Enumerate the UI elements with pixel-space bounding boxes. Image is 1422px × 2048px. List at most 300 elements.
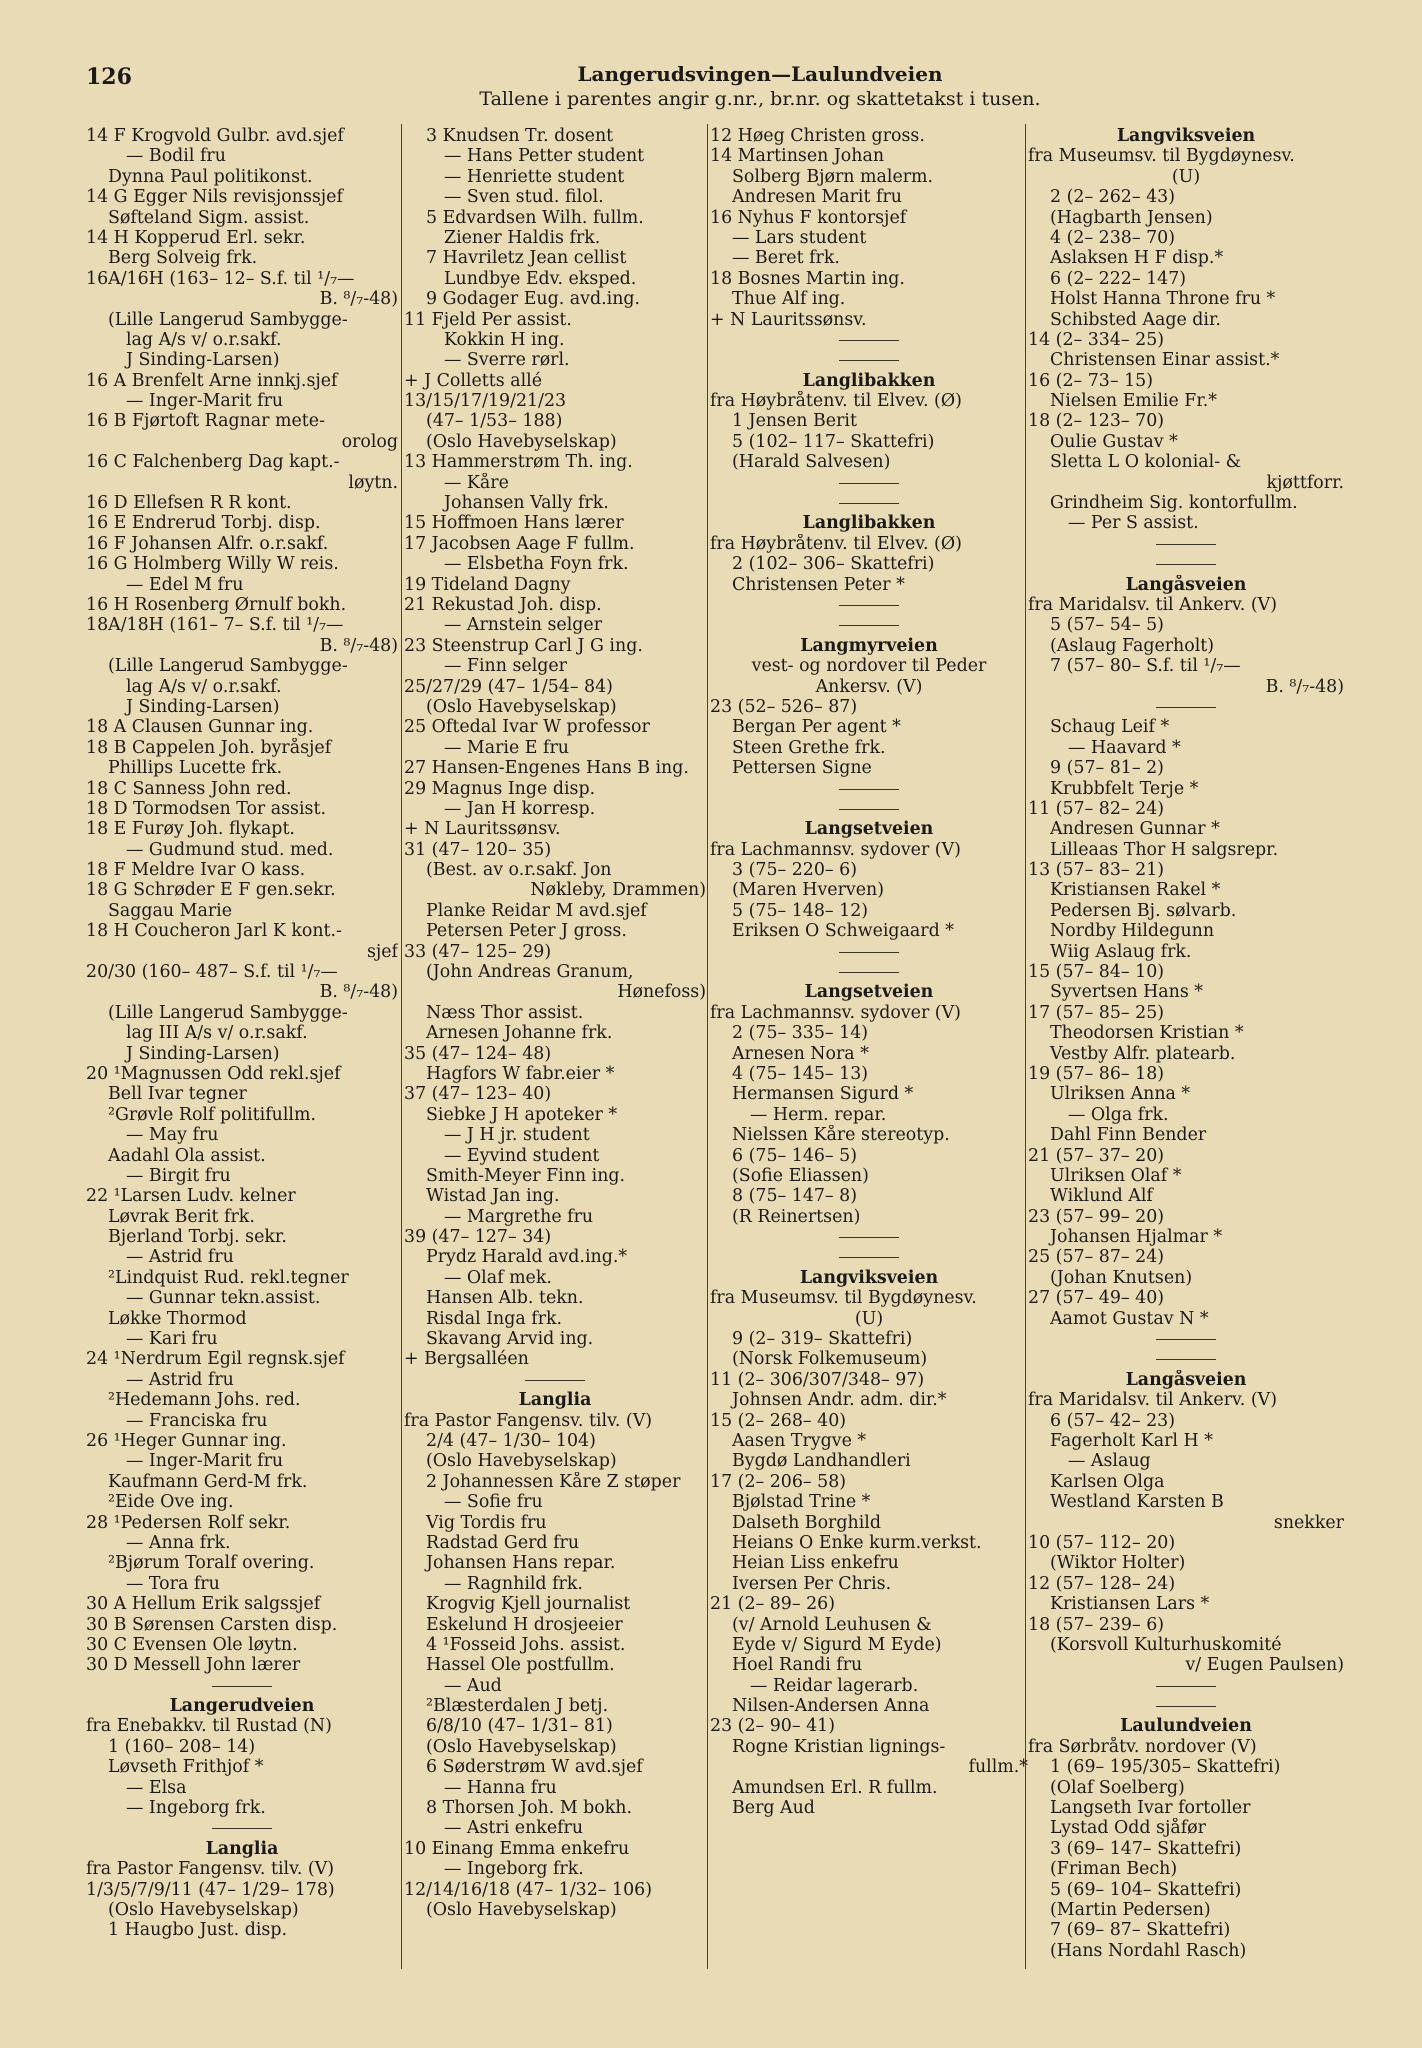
directory-line: 4 (2– 238– 70) bbox=[1050, 227, 1175, 248]
directory-line: Wiklund Alf bbox=[1050, 1186, 1153, 1207]
directory-line: Dahl Finn Bender bbox=[1050, 1125, 1207, 1146]
directory-line: sjef bbox=[366, 941, 398, 962]
directory-line: — Henriette student bbox=[444, 166, 625, 187]
directory-line: vest- og nordover til Peder bbox=[751, 656, 987, 677]
column-rule bbox=[401, 124, 402, 1969]
directory-line: — Astrid fru bbox=[126, 1247, 234, 1268]
directory-line: 22 ¹Larsen Ludv. kelner bbox=[86, 1186, 296, 1207]
directory-line: v/ Eugen Paulsen) bbox=[1185, 1655, 1344, 1676]
directory-line: 14 H Kopperud Erl. sekr. bbox=[86, 227, 306, 248]
directory-line: Eyde v/ Sigurd M Eyde) bbox=[732, 1634, 942, 1655]
directory-line: Krogvig Kjell journalist bbox=[426, 1594, 631, 1615]
directory-line: (Friman Bech) bbox=[1050, 1859, 1178, 1880]
directory-line: — Sverre rørl. bbox=[444, 350, 570, 371]
directory-line: 16 D Ellefsen R R kont. bbox=[86, 493, 292, 514]
directory-line: 37 (47– 123– 40) bbox=[404, 1084, 552, 1105]
directory-line: 2/4 (47– 1/30– 104) bbox=[426, 1431, 596, 1451]
directory-line: 5 (75– 148– 12) bbox=[732, 900, 869, 921]
directory-line: Pettersen Signe bbox=[732, 758, 872, 779]
directory-line: Schibsted Aage dir. bbox=[1050, 309, 1221, 330]
directory-line: 27 (57– 49– 40) bbox=[1028, 1288, 1165, 1309]
directory-line: ²Eide Ove ing. bbox=[108, 1492, 234, 1513]
section-divider bbox=[1028, 1696, 1344, 1716]
directory-line: 18 Bosnes Martin ing. bbox=[710, 268, 905, 289]
directory-line: 25 Oftedal Ivar W professor bbox=[404, 717, 650, 738]
directory-line: Heian Liss enkefru bbox=[732, 1553, 899, 1574]
directory-line: 18 (57– 239– 6) bbox=[1028, 1614, 1165, 1635]
directory-line: fra Maridalsv. til Ankerv. (V) bbox=[1028, 594, 1277, 615]
directory-line: — Gudmund stud. med. bbox=[126, 839, 334, 860]
directory-line: Heians O Enke kurm.verkst. bbox=[732, 1532, 982, 1553]
directory-line: Hønefoss) bbox=[617, 982, 706, 1003]
directory-line: 18 (2– 123– 70) bbox=[1028, 411, 1165, 432]
directory-line: 17 (2– 206– 58) bbox=[710, 1471, 847, 1492]
directory-line: — Inger-Marit fru bbox=[126, 1451, 284, 1472]
directory-line: — Inger-Marit fru bbox=[126, 391, 284, 412]
section-divider bbox=[710, 615, 1028, 635]
directory-line: + N Lauritssønsv. bbox=[710, 309, 867, 330]
directory-line: 14 Martinsen Johan bbox=[710, 146, 885, 167]
directory-line: B. ⁸/₇-48) bbox=[1265, 676, 1344, 697]
directory-line: ²Blæsterdalen J betj. bbox=[426, 1696, 609, 1717]
directory-line: 1 (69– 195/305– Skattefri) bbox=[1050, 1757, 1281, 1778]
directory-line: 16A/16H (163– 12– S.f. til ¹/₇— bbox=[86, 268, 355, 289]
directory-line: Hoel Randi fru bbox=[732, 1655, 863, 1676]
directory-line: Smith-Meyer Finn ing. bbox=[426, 1165, 626, 1186]
directory-line: 19 (57– 86– 18) bbox=[1028, 1063, 1165, 1084]
directory-line: B. ⁸/₇-48) bbox=[319, 289, 398, 310]
directory-line: 9 (2– 319– Skattefri) bbox=[732, 1329, 913, 1350]
directory-line: (Wiktor Holter) bbox=[1050, 1553, 1186, 1574]
section-divider bbox=[86, 1676, 398, 1696]
directory-line: 7 (57– 80– S.f. til ¹/₇— bbox=[1050, 656, 1241, 677]
directory-line: J Sinding-Larsen) bbox=[126, 1043, 280, 1064]
directory-line: — J H jr. student bbox=[444, 1125, 590, 1146]
directory-line: Risdal Inga frk. bbox=[426, 1308, 563, 1329]
directory-line: (Hagbarth Jensen) bbox=[1050, 207, 1213, 228]
directory-line: (Lille Langerud Sambygge- bbox=[108, 309, 348, 330]
directory-line: (Oslo Havebyselskap) bbox=[426, 1736, 617, 1757]
section-divider bbox=[1028, 1676, 1344, 1696]
directory-line: (Maren Hverven) bbox=[732, 880, 884, 901]
directory-line: 18 F Meldre Ivar O kass. bbox=[86, 860, 306, 881]
directory-line: 17 (57– 85– 25) bbox=[1028, 1002, 1165, 1023]
directory-line: 10 Einang Emma enkefru bbox=[404, 1838, 630, 1859]
directory-line: 23 (2– 90– 41) bbox=[710, 1716, 835, 1737]
directory-line: — Kåre bbox=[444, 472, 509, 493]
directory-line: — Edel M fru bbox=[126, 574, 244, 595]
directory-line: 13 Hammerstrøm Th. ing. bbox=[404, 452, 633, 473]
directory-line: ²Hedemann Johs. red. bbox=[108, 1390, 301, 1411]
column-1 bbox=[86, 126, 398, 1941]
directory-line: fra Pastor Fangensv. tilv. (V) bbox=[404, 1410, 653, 1431]
directory-line: (Lille Langerud Sambygge- bbox=[108, 656, 348, 677]
directory-line: — Beret frk. bbox=[732, 248, 840, 269]
directory-line: (Oslo Havebyselskap) bbox=[108, 1899, 299, 1920]
directory-line: 5 Edvardsen Wilh. fullm. bbox=[426, 207, 644, 228]
directory-line: 3 (75– 220– 6) bbox=[732, 860, 857, 881]
directory-line: 21 Rekustad Joh. disp. bbox=[404, 594, 602, 615]
directory-line: — Olga frk. bbox=[1068, 1104, 1169, 1125]
directory-line: Skavang Arvid ing. bbox=[426, 1329, 594, 1350]
directory-line: — Olaf mek. bbox=[444, 1267, 552, 1288]
directory-line: — Haavard * bbox=[1068, 737, 1181, 758]
directory-line: 25/27/29 (47– 1/54– 84) bbox=[404, 676, 613, 697]
directory-line: Bjølstad Trine * bbox=[732, 1492, 871, 1513]
directory-line: 16 C Falchenberg Dag kapt.- bbox=[86, 452, 340, 473]
column-4 bbox=[1028, 126, 1344, 1961]
directory-line: lag III A/s v/ o.r.sakf. bbox=[126, 1023, 308, 1044]
directory-line: (Harald Salvesen) bbox=[732, 452, 891, 473]
directory-line: Bell Ivar tegner bbox=[108, 1084, 247, 1105]
directory-line: (Best. av o.r.sakf. Jon bbox=[426, 860, 612, 881]
directory-line: Eskelund H drosjeeier bbox=[426, 1614, 623, 1635]
directory-line: — Margrethe fru bbox=[444, 1206, 594, 1227]
directory-line: fra Høybråtenv. til Elvev. (Ø) bbox=[710, 533, 962, 554]
directory-line: (Olaf Soelberg) bbox=[1050, 1777, 1185, 1798]
directory-line: Hermansen Sigurd * bbox=[732, 1084, 914, 1105]
directory-line: — Franciska fru bbox=[126, 1410, 268, 1431]
directory-line: Berg Aud bbox=[732, 1798, 815, 1819]
directory-line: 30 A Hellum Erik salgssjef bbox=[86, 1594, 321, 1615]
directory-line: 18A/18H (161– 7– S.f. til ¹/₇— bbox=[86, 615, 344, 636]
directory-line: 35 (47– 124– 48) bbox=[404, 1043, 552, 1064]
directory-line: 9 (57– 81– 2) bbox=[1050, 758, 1164, 779]
directory-line: Oulie Gustav * bbox=[1050, 431, 1178, 452]
directory-line: 20 ¹Magnussen Odd rekl.sjef bbox=[86, 1063, 341, 1084]
column-2 bbox=[404, 126, 706, 1920]
section-divider bbox=[710, 942, 1028, 962]
column-3 bbox=[710, 126, 1028, 1818]
directory-line: (Johan Knutsen) bbox=[1050, 1267, 1193, 1288]
directory-line: — Ragnhild frk. bbox=[444, 1573, 583, 1594]
directory-line: Ankersv. (V) bbox=[815, 676, 923, 697]
directory-line: Johansen Hans repar. bbox=[426, 1553, 616, 1574]
directory-line: 16 A Brenfelt Arne innkj.sjef bbox=[86, 370, 338, 391]
directory-line: Kokkin H ing. bbox=[444, 329, 565, 350]
directory-line: + N Lauritssønsv. bbox=[404, 819, 561, 840]
section-divider bbox=[710, 493, 1028, 513]
directory-line: fra Museumsv. til Bygdøynesv. bbox=[710, 1288, 977, 1309]
section-divider bbox=[1028, 1329, 1344, 1349]
directory-line: — Sofie fru bbox=[444, 1492, 543, 1513]
directory-line: fra Enebakkv. til Rustad (N) bbox=[86, 1716, 332, 1737]
directory-line: 6 Søderstrøm W avd.sjef bbox=[426, 1757, 643, 1778]
directory-line: 39 (47– 127– 34) bbox=[404, 1227, 552, 1248]
section-divider bbox=[710, 1227, 1028, 1247]
directory-line: — Eyvind student bbox=[444, 1145, 600, 1166]
directory-line: 2 Johannessen Kåre Z støper bbox=[426, 1471, 681, 1492]
section-divider bbox=[1028, 534, 1344, 554]
directory-line: 28 ¹Pedersen Rolf sekr. bbox=[86, 1512, 291, 1533]
directory-line: 9 Godager Eug. avd.ing. bbox=[426, 289, 641, 310]
directory-line: 27 Hansen-Engenes Hans B ing. bbox=[404, 758, 689, 779]
directory-line: 20/30 (160– 487– S.f. til ¹/₇— bbox=[86, 962, 338, 983]
directory-line: 16 E Endrerud Torbj. disp. bbox=[86, 513, 321, 534]
directory-line: — Lars student bbox=[732, 227, 867, 248]
street-heading: Langlia bbox=[205, 1838, 279, 1859]
section-divider bbox=[1028, 554, 1344, 574]
directory-line: 14 G Egger Nils revisjonssjef bbox=[86, 187, 343, 208]
directory-line: 6 (57– 42– 23) bbox=[1050, 1410, 1175, 1431]
running-head: Langerudsvingen—Laulundveien bbox=[577, 62, 943, 86]
directory-line: 3 (69– 147– Skattefri) bbox=[1050, 1838, 1242, 1859]
section-divider bbox=[710, 595, 1028, 615]
column-rule bbox=[707, 124, 708, 1969]
directory-line: Lilleaas Thor H salgsrepr. bbox=[1050, 839, 1279, 860]
directory-line: Amundsen Erl. R fullm. bbox=[732, 1777, 938, 1798]
directory-line: Nordby Hildegunn bbox=[1050, 921, 1215, 942]
directory-line: (R Reinertsen) bbox=[732, 1206, 861, 1227]
directory-line: Johansen Hjalmar * bbox=[1050, 1227, 1223, 1248]
directory-line: Thue Alf ing. bbox=[732, 289, 846, 310]
directory-line: Aasen Trygve * bbox=[732, 1431, 867, 1451]
directory-line: 3 Knudsen Tr. dosent bbox=[426, 126, 614, 146]
directory-line: fullm.* bbox=[968, 1757, 1028, 1778]
directory-line: løytn. bbox=[348, 472, 398, 493]
directory-line: 15 (2– 268– 40) bbox=[710, 1410, 847, 1431]
directory-line: Schaug Leif * bbox=[1050, 717, 1170, 738]
directory-line: B. ⁸/₇-48) bbox=[319, 982, 398, 1003]
section-divider bbox=[710, 779, 1028, 799]
directory-line: Bergan Per agent * bbox=[732, 717, 901, 738]
directory-line: 2 (75– 335– 14) bbox=[732, 1023, 869, 1044]
directory-line: Planke Reidar M avd.sjef bbox=[426, 900, 647, 921]
directory-line: Steen Grethe frk. bbox=[732, 737, 886, 758]
directory-line: Radstad Gerd fru bbox=[426, 1532, 580, 1553]
directory-line: 30 D Messell John lærer bbox=[86, 1655, 301, 1676]
directory-line: — May fru bbox=[126, 1125, 219, 1146]
directory-line: 18 C Sanness John red. bbox=[86, 778, 292, 799]
directory-line: J Sinding-Larsen) bbox=[126, 350, 280, 371]
page-number: 126 bbox=[86, 64, 132, 90]
directory-line: 12/14/16/18 (47– 1/32– 106) bbox=[404, 1879, 653, 1900]
directory-line: 10 (57– 112– 20) bbox=[1028, 1532, 1176, 1553]
directory-line: 2 (102– 306– Skattefri) bbox=[732, 554, 935, 575]
directory-line: 4 ¹Fosseid Johs. assist. bbox=[426, 1634, 626, 1655]
section-divider bbox=[404, 1370, 706, 1390]
directory-line: — Hanna fru bbox=[444, 1777, 557, 1798]
directory-line: Løvseth Frithjof * bbox=[108, 1757, 264, 1778]
directory-line: 16 (2– 73– 15) bbox=[1028, 370, 1153, 391]
directory-line: fra Museumsv. til Bygdøynesv. bbox=[1028, 146, 1295, 167]
directory-line: 4 (75– 145– 13) bbox=[732, 1063, 869, 1084]
directory-line: 13 (57– 83– 21) bbox=[1028, 860, 1165, 881]
street-heading: Langsetveien bbox=[804, 982, 934, 1003]
directory-line: fra Pastor Fangensv. tilv. (V) bbox=[86, 1859, 335, 1880]
directory-line: Søfteland Sigm. assist. bbox=[108, 207, 310, 228]
directory-line: (U) bbox=[1171, 166, 1201, 187]
directory-line: — Reidar lagerarb. bbox=[750, 1675, 919, 1696]
directory-line: Fagerholt Karl H * bbox=[1050, 1431, 1213, 1451]
directory-line: Kristiansen Rakel * bbox=[1050, 880, 1221, 901]
directory-line: 13/15/17/19/21/23 bbox=[404, 391, 567, 412]
street-heading: Langerudveien bbox=[169, 1696, 315, 1717]
section-divider bbox=[710, 350, 1028, 370]
directory-line: 14 F Krogvold Gulbr. avd.sjef bbox=[86, 126, 344, 146]
directory-line: Grindheim Sig. kontorfullm. bbox=[1050, 493, 1298, 514]
directory-line: fra Sørbråtv. nordover (V) bbox=[1028, 1736, 1257, 1757]
directory-line: ²Bjørum Toralf overing. bbox=[108, 1553, 315, 1574]
directory-line: — Bodil fru bbox=[126, 146, 226, 167]
directory-line: 7 (69– 87– Skattefri) bbox=[1050, 1920, 1231, 1941]
directory-line: (47– 1/53– 188) bbox=[426, 411, 563, 432]
directory-line: 8 (75– 147– 8) bbox=[732, 1186, 857, 1207]
directory-line: Karlsen Olga bbox=[1050, 1471, 1165, 1492]
directory-line: 16 Nyhus F kontorsjef bbox=[710, 207, 907, 228]
directory-line: 1 (160– 208– 14) bbox=[108, 1736, 256, 1757]
street-heading: Langmyrveien bbox=[800, 635, 938, 656]
directory-line: Wiig Aslaug frk. bbox=[1050, 941, 1192, 962]
directory-line: Aslaksen H F disp.* bbox=[1050, 248, 1224, 269]
directory-line: Løvrak Berit frk. bbox=[108, 1206, 255, 1227]
directory-line: (Oslo Havebyselskap) bbox=[426, 696, 617, 717]
directory-line: 5 (69– 104– Skattefri) bbox=[1050, 1879, 1242, 1900]
directory-line: 18 E Furøy Joh. flykapt. bbox=[86, 819, 295, 840]
street-heading: Laulundveien bbox=[1120, 1716, 1252, 1737]
directory-line: — Birgit fru bbox=[126, 1165, 231, 1186]
directory-line: Arnesen Nora * bbox=[732, 1043, 869, 1064]
street-heading: Langåsveien bbox=[1125, 574, 1247, 595]
directory-line: Dalseth Borghild bbox=[732, 1512, 881, 1533]
directory-line: B. ⁸/₇-48) bbox=[319, 635, 398, 656]
directory-line: Nielsen Emilie Fr.* bbox=[1050, 391, 1217, 412]
directory-line: Lystad Odd sjåfør bbox=[1050, 1818, 1206, 1839]
directory-line: 1/3/5/7/9/11 (47– 1/29– 178) bbox=[86, 1879, 335, 1900]
directory-line: — Elsbetha Foyn frk. bbox=[444, 554, 629, 575]
directory-line: — Ingeborg frk. bbox=[444, 1859, 584, 1880]
directory-line: 5 (57– 54– 5) bbox=[1050, 615, 1164, 636]
directory-line: Andresen Marit fru bbox=[732, 187, 902, 208]
directory-line: snekker bbox=[1273, 1512, 1344, 1533]
street-heading: Langåsveien bbox=[1125, 1369, 1247, 1390]
directory-line: Johnsen Andr. adm. dir.* bbox=[732, 1390, 947, 1411]
directory-line: (Sofie Eliassen) bbox=[732, 1165, 869, 1186]
section-divider bbox=[710, 1247, 1028, 1267]
directory-line: orolog bbox=[341, 431, 398, 452]
directory-line: 33 (47– 125– 29) bbox=[404, 941, 552, 962]
directory-line: Siebke J H apoteker * bbox=[426, 1104, 618, 1125]
directory-line: fra Høybråtenv. til Elvev. (Ø) bbox=[710, 391, 962, 412]
directory-line: Phillips Lucette frk. bbox=[108, 758, 283, 779]
directory-line: Eriksen O Schweigaard * bbox=[732, 921, 954, 942]
directory-line: Kaufmann Gerd-M frk. bbox=[108, 1471, 308, 1492]
directory-line: (Lille Langerud Sambygge- bbox=[108, 1002, 348, 1023]
directory-line: ²Grøvle Rolf politifullm. bbox=[108, 1104, 316, 1125]
directory-line: 26 ¹Heger Gunnar ing. bbox=[86, 1431, 287, 1451]
directory-line: — Kari fru bbox=[126, 1329, 218, 1350]
directory-line: + Bergsalléen bbox=[404, 1349, 529, 1370]
section-divider bbox=[710, 473, 1028, 493]
directory-line: — Herm. repar. bbox=[750, 1104, 887, 1125]
directory-line: 31 (47– 120– 35) bbox=[404, 839, 552, 860]
directory-line: (Martin Pedersen) bbox=[1050, 1899, 1211, 1920]
directory-line: 30 B Sørensen Carsten disp. bbox=[86, 1614, 338, 1635]
directory-line: — Tora fru bbox=[126, 1573, 220, 1594]
directory-line: — Jan H korresp. bbox=[444, 798, 596, 819]
directory-line: 21 (2– 89– 26) bbox=[710, 1594, 835, 1615]
directory-line: 17 Jacobsen Aage F fullm. bbox=[404, 533, 635, 554]
directory-line: fra Lachmannsv. sydover (V) bbox=[710, 1002, 961, 1023]
directory-line: Wistad Jan ing. bbox=[426, 1186, 560, 1207]
directory-line: Aamot Gustav N * bbox=[1050, 1308, 1209, 1329]
directory-line: fra Lachmannsv. sydover (V) bbox=[710, 839, 961, 860]
running-subhead: Tallene i parentes angir g.nr., br.nr. og skattetakst i tusen. bbox=[479, 88, 1041, 110]
directory-line: 5 (102– 117– Skattefri) bbox=[732, 431, 935, 452]
directory-line: J Sinding-Larsen) bbox=[126, 696, 280, 717]
directory-line: Iversen Per Chris. bbox=[732, 1573, 892, 1594]
street-heading: Langviksveien bbox=[1116, 126, 1256, 146]
directory-line: Ulriksen Olaf * bbox=[1050, 1165, 1182, 1186]
directory-line: — Aud bbox=[444, 1675, 502, 1696]
directory-line: 18 A Clausen Gunnar ing. bbox=[86, 717, 314, 738]
street-heading: Langlibakken bbox=[802, 370, 936, 391]
directory-line: Krubbfelt Terje * bbox=[1050, 778, 1199, 799]
directory-line: (Oslo Havebyselskap) bbox=[426, 431, 617, 452]
section-divider bbox=[710, 330, 1028, 350]
directory-line: lag A/s v/ o.r.sakf. bbox=[126, 676, 282, 697]
directory-line: Berg Solveig frk. bbox=[108, 248, 258, 269]
directory-line: (Oslo Havebyselskap) bbox=[426, 1451, 617, 1472]
section-divider bbox=[1028, 697, 1344, 717]
directory-line: Vig Tordis fru bbox=[426, 1512, 547, 1533]
directory-line: 12 Høeg Christen gross. bbox=[710, 126, 925, 146]
directory-line: 18 G Schrøder E F gen.sekr. bbox=[86, 880, 336, 901]
directory-line: (U) bbox=[854, 1308, 884, 1329]
directory-line: (Norsk Folkemuseum) bbox=[732, 1349, 928, 1370]
directory-line: 30 C Evensen Ole løytn. bbox=[86, 1634, 298, 1655]
directory-line: — Aslaug bbox=[1068, 1451, 1151, 1472]
directory-line: 14 (2– 334– 25) bbox=[1028, 329, 1165, 350]
directory-line: 1 Haugbo Just. disp. bbox=[108, 1920, 288, 1941]
directory-line: Sletta L O kolonial- & bbox=[1050, 452, 1242, 473]
directory-line: — Hans Petter student bbox=[444, 146, 645, 167]
directory-line: (Aslaug Fagerholt) bbox=[1050, 635, 1215, 656]
directory-line: 23 Steenstrup Carl J G ing. bbox=[404, 635, 643, 656]
directory-line: — Per S assist. bbox=[1068, 513, 1199, 534]
directory-line: (Korsvoll Kulturhuskomité bbox=[1050, 1634, 1282, 1655]
directory-line: 29 Magnus Inge disp. bbox=[404, 778, 596, 799]
section-divider bbox=[86, 1818, 398, 1838]
directory-line: 18 D Tormodsen Tor assist. bbox=[86, 798, 326, 819]
directory-line: — Finn selger bbox=[444, 656, 567, 677]
directory-line: 16 B Fjørtoft Ragnar mete- bbox=[86, 411, 325, 432]
directory-line: Aadahl Ola assist. bbox=[108, 1145, 266, 1166]
directory-line: — Ingeborg frk. bbox=[126, 1798, 266, 1819]
directory-line: fra Maridalsv. til Ankerv. (V) bbox=[1028, 1390, 1277, 1411]
directory-line: Prydz Harald avd.ing.* bbox=[426, 1247, 628, 1268]
directory-line: 24 ¹Nerdrum Egil regnsk.sjef bbox=[86, 1349, 345, 1370]
directory-line: + J Colletts allé bbox=[404, 370, 543, 391]
directory-line: 16 H Rosenberg Ørnulf bokh. bbox=[86, 594, 347, 615]
directory-line: 2 (2– 262– 43) bbox=[1050, 187, 1175, 208]
directory-line: Rogne Kristian lignings- bbox=[732, 1736, 946, 1757]
directory-line: Dynna Paul politikonst. bbox=[108, 166, 313, 187]
directory-line: — Marie E fru bbox=[444, 737, 569, 758]
directory-line: Petersen Peter J gross. bbox=[426, 921, 627, 942]
directory-line: 15 Hoffmoen Hans lærer bbox=[404, 513, 624, 534]
directory-line: Bjerland Torbj. sekr. bbox=[108, 1227, 287, 1248]
directory-line: 11 (2– 306/307/348– 97) bbox=[710, 1369, 925, 1390]
directory-line: Solberg Bjørn malerm. bbox=[732, 166, 934, 187]
directory-line: 15 (57– 84– 10) bbox=[1028, 962, 1165, 983]
section-divider bbox=[710, 799, 1028, 819]
directory-line: Hansen Alb. tekn. bbox=[426, 1288, 584, 1309]
directory-line: 6 (2– 222– 147) bbox=[1050, 268, 1187, 289]
directory-line: Nøkleby, Drammen) bbox=[530, 880, 706, 901]
directory-line: 23 (57– 99– 20) bbox=[1028, 1206, 1165, 1227]
directory-line: Vestby Alfr. platearb. bbox=[1050, 1043, 1236, 1064]
